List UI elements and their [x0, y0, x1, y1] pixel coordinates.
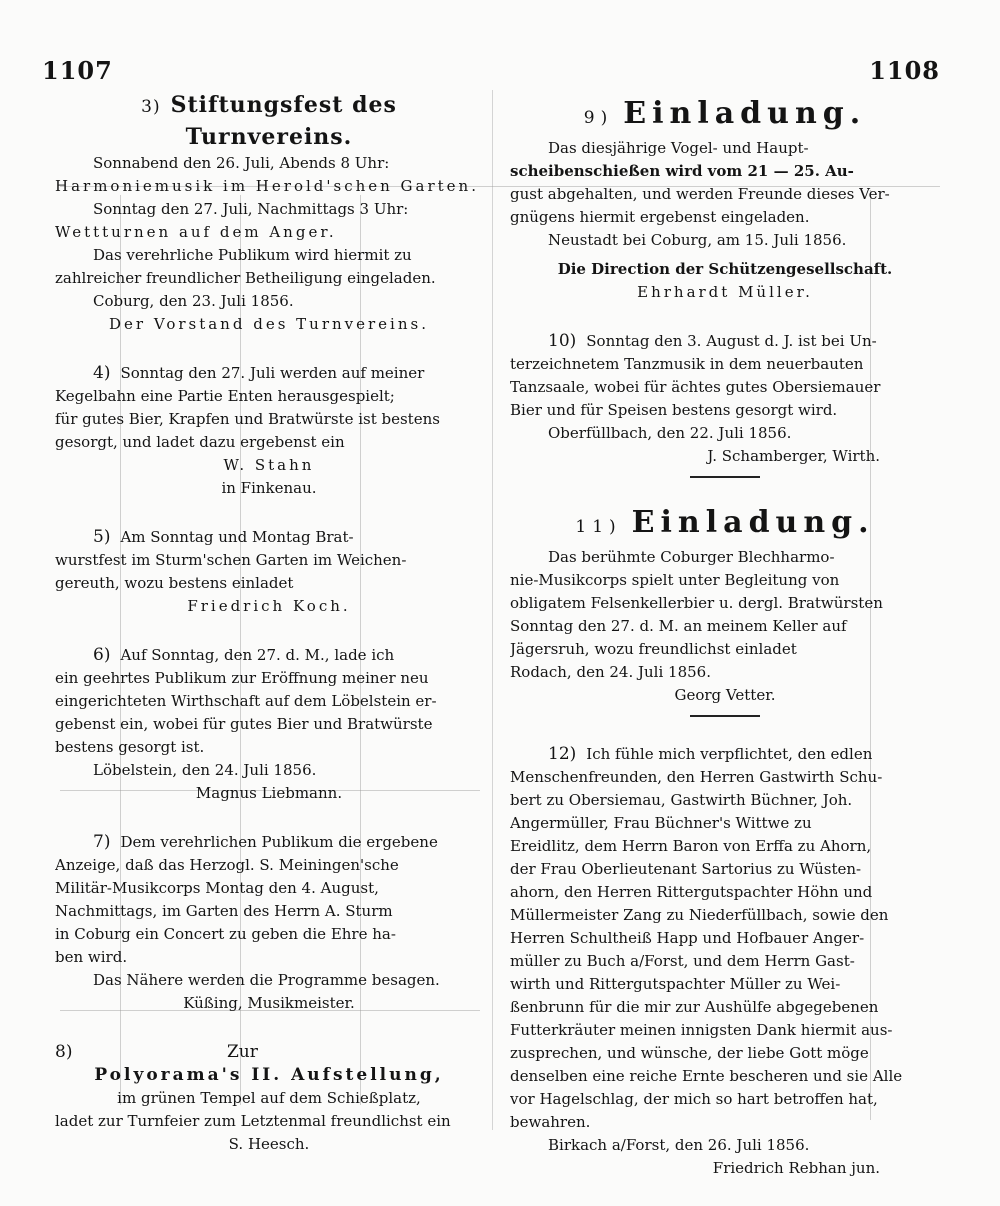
notice-6	[55, 644, 483, 805]
text-line: Oberfüllbach, den 22. Juli 1856.	[548, 424, 792, 442]
signature: Georg Vetter.	[674, 686, 776, 704]
text-line: bestens gesorgt ist.	[55, 738, 205, 756]
notice-number: 4)	[93, 363, 111, 383]
text-line: Neustadt bei Coburg, am 15. Juli 1856.	[548, 231, 847, 249]
notice-10	[510, 330, 940, 478]
text-line: Menschenfreunden, den Herren Gastwirth Schu-	[510, 768, 883, 786]
text-line: terzeichnetem Tanzmusik in dem neuerbauten	[510, 355, 864, 373]
text-line: ben wird.	[55, 948, 128, 966]
text-line: scheibenschießen wird vom 21 — 25. Au-	[510, 162, 854, 180]
text-line: Ereidlitz, dem Herrn Baron von Erffa zu Ahorn,	[510, 837, 872, 855]
signature: Magnus Liebmann.	[195, 784, 343, 802]
text-line: wurstfest im Sturm'schen Garten im Weichen-	[55, 551, 407, 569]
text-line: bewahren.	[510, 1113, 591, 1131]
text-line: gesorgt, und ladet dazu ergebenst ein	[55, 433, 345, 451]
signature-place: in Finkenau.	[221, 479, 317, 497]
notice-11	[510, 504, 940, 717]
text-line: zahlreicher freundlicher Betheiligung eingeladen.	[55, 269, 436, 287]
signature: Der Vorstand des Turnvereins.	[109, 315, 429, 333]
page-number-right: 1108	[869, 56, 940, 85]
signature: J. Schamberger, Wirth.	[707, 447, 880, 465]
text-line: nie-Musikcorps spielt unter Begleitung von	[510, 571, 840, 589]
notice-7	[55, 831, 483, 1015]
text-line: gnügens hiermit ergebenst eingeladen.	[510, 208, 810, 226]
text-line: Sonntag den 3. August d. J. ist bei Un-	[586, 332, 877, 350]
text-line: ßenbrunn für die mir zur Aushülfe abgegebenen	[510, 998, 879, 1016]
text-line: Wettturnen auf dem Anger.	[55, 223, 337, 241]
signature: Friedrich Rebhan jun.	[712, 1159, 880, 1177]
signature: Küßing, Musikmeister.	[183, 994, 355, 1012]
notice-8	[55, 1041, 483, 1156]
signature: S. Heesch.	[228, 1135, 310, 1153]
text-line: obligatem Felsenkellerbier u. dergl. Bratwürsten	[510, 594, 883, 612]
text-line: Das verehrliche Publikum wird hiermit zu	[93, 246, 412, 264]
notice-number: 7)	[93, 832, 111, 852]
text-line: Sonntag den 27. Juli werden auf meiner	[120, 364, 425, 382]
page-number-left: 1107	[42, 56, 113, 85]
text-line: Jägersruh, wozu freundlichst einladet	[510, 640, 797, 658]
notice-number: 11)	[575, 517, 622, 537]
left-column	[55, 90, 483, 1182]
notice-title: Stiftungsfest des Turnvereins.	[170, 92, 397, 150]
text-line: der Frau Oberlieutenant Sartorius zu Wüsten-	[510, 860, 862, 878]
text-line: Harmoniemusik im Herold'schen Garten.	[55, 177, 479, 195]
text-line: Kegelbahn eine Partie Enten herausgespielt;	[55, 387, 395, 405]
text-line: Ich fühle mich verpflichtet, den edlen	[586, 745, 873, 763]
text-line: gereuth, wozu bestens einladet	[55, 574, 294, 592]
notice-9	[510, 95, 940, 304]
text-line: Polyorama's II. Aufstellung,	[94, 1065, 444, 1085]
text-line: in Coburg ein Concert zu geben die Ehre ha-	[55, 925, 396, 943]
text-line: Das Nähere werden die Programme besagen.	[93, 971, 440, 989]
text-line: Sonntag den 27. d. M. an meinem Keller auf	[510, 617, 847, 635]
text-line: Coburg, den 23. Juli 1856.	[93, 292, 294, 310]
text-line: gebenst ein, wobei für gutes Bier und Bratwürste	[55, 715, 433, 733]
text-line: Angermüller, Frau Büchner's Wittwe zu	[510, 814, 812, 832]
notice-number: 8)	[55, 1042, 73, 1062]
text-line: Sonntag den 27. Juli, Nachmittags 3 Uhr:	[93, 200, 409, 218]
notice-number: 6)	[93, 645, 111, 665]
notice-heading: Einladung.	[623, 96, 867, 131]
notice-5	[55, 526, 483, 618]
notice-12	[510, 743, 940, 1180]
text-line: ahorn, den Herren Rittergutspachter Höhn und	[510, 883, 873, 901]
notice-heading: Zur	[227, 1042, 258, 1062]
right-column	[510, 95, 940, 1206]
text-line: bert zu Obersiemau, Gastwirth Büchner, Joh.	[510, 791, 853, 809]
signature: W. Stahn	[223, 456, 315, 474]
column-divider	[492, 90, 493, 1130]
notice-number: 12)	[548, 744, 577, 764]
text-line: Das berühmte Coburger Blechharmo-	[548, 548, 835, 566]
text-line: denselben eine reiche Ernte bescheren und sie Alle	[510, 1067, 903, 1085]
text-line: Birkach a/Forst, den 26. Juli 1856.	[548, 1136, 810, 1154]
text-line: Dem verehrlichen Publikum die ergebene	[120, 833, 438, 851]
text-line: ladet zur Turnfeier zum Letztenmal freundlichst ein	[55, 1112, 451, 1130]
separator-rule	[690, 476, 760, 478]
notice-heading: Einladung.	[631, 505, 875, 540]
notice-number: 9)	[583, 108, 614, 128]
notice-4	[55, 362, 483, 500]
text-line: Futterkräuter meinen innigsten Dank hiermit aus-	[510, 1021, 893, 1039]
text-line: Auf Sonntag, den 27. d. M., lade ich	[120, 646, 395, 664]
text-line: Anzeige, daß das Herzogl. S. Meiningen'sche	[55, 856, 399, 874]
notice-number: 5)	[93, 527, 111, 547]
text-line: ein geehrtes Publikum zur Eröffnung meiner neu	[55, 669, 429, 687]
text-line: müller zu Buch a/Forst, und dem Herrn Gast-	[510, 952, 855, 970]
signature: Ehrhardt Müller.	[637, 283, 813, 301]
text-line: Militär-Musikcorps Montag den 4. August,	[55, 879, 379, 897]
text-line: Löbelstein, den 24. Juli 1856.	[93, 761, 317, 779]
text-line: vor Hagelschlag, der mich so hart betroffen hat,	[510, 1090, 878, 1108]
signature: Friedrich Koch.	[187, 597, 351, 615]
text-line: Herren Schultheiß Happ und Hofbauer Anger-	[510, 929, 865, 947]
text-line: Tanzsaale, wobei für ächtes gutes Obersiemauer	[510, 378, 881, 396]
organisation: Die Direction der Schützengesellschaft.	[557, 260, 893, 278]
text-line: Bier und für Speisen bestens gesorgt wird.	[510, 401, 838, 419]
text-line: Das diesjährige Vogel- und Haupt-	[548, 139, 809, 157]
text-line: im grünen Tempel auf dem Schießplatz,	[117, 1089, 421, 1107]
notice-number: 10)	[548, 331, 577, 351]
notice-3	[55, 90, 483, 336]
text-line: Müllermeister Zang zu Niederfüllbach, sowie den	[510, 906, 889, 924]
text-line: gust abgehalten, und werden Freunde dieses Ver-	[510, 185, 890, 203]
text-line: eingerichteten Wirthschaft auf dem Löbelstein er-	[55, 692, 437, 710]
text-line: für gutes Bier, Krapfen und Bratwürste ist bestens	[55, 410, 440, 428]
text-line: Nachmittags, im Garten des Herrn A. Sturm	[55, 902, 393, 920]
text-line: Sonnabend den 26. Juli, Abends 8 Uhr:	[93, 154, 390, 172]
notice-number: 3)	[141, 97, 161, 117]
text-line: Am Sonntag und Montag Brat-	[120, 528, 354, 546]
text-line: zusprechen, und wünsche, der liebe Gott möge	[510, 1044, 869, 1062]
separator-rule	[690, 715, 760, 717]
text-line: wirth und Rittergutspachter Müller zu Wei-	[510, 975, 841, 993]
text-line: Rodach, den 24. Juli 1856.	[510, 663, 711, 681]
